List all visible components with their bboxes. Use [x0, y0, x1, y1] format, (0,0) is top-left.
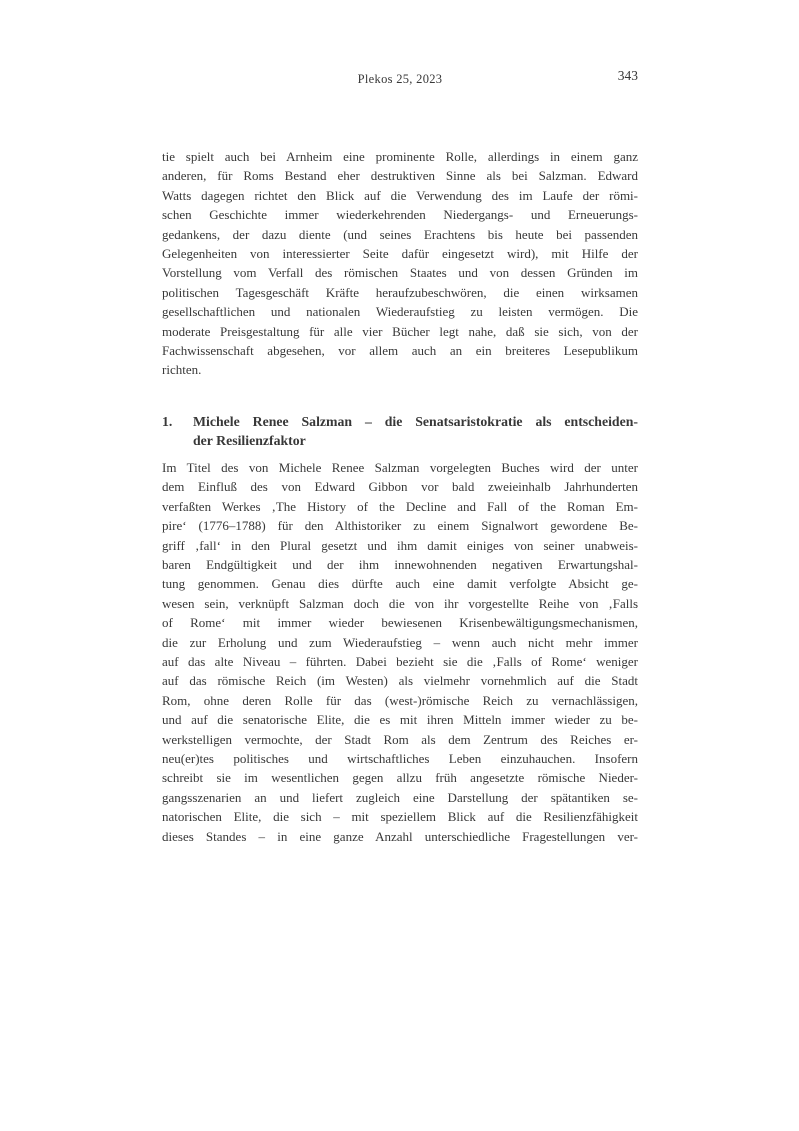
text-line: pire‘ (1776–1788) für den Althistoriker zu einem Signalwort gewordene Be-	[162, 518, 638, 534]
paragraph-intro	[162, 147, 638, 380]
text-line: tie spielt auch bei Arnheim eine prominente Rolle, allerdings in einem ganz	[162, 149, 638, 164]
text-line: of Rome‘ mit immer wieder bewiesenen Krisenbewältigungsmechanismen,	[162, 615, 638, 631]
text-line: auf das römische Reich (im Westen) als vielmehr vornehmlich auf die Stadt	[162, 673, 638, 689]
section-title	[193, 412, 638, 451]
paragraph-salzman	[162, 458, 638, 846]
section-heading	[162, 412, 638, 451]
text-line: auf das alte Niveau – führten. Dabei bezieht sie die ‚Falls of Rome‘ weniger	[162, 653, 638, 669]
page-number: 343	[617, 68, 638, 83]
text-line: dieses Standes – in eine ganze Anzahl unterschiedliche Fragestellungen ver-	[162, 828, 638, 844]
text-line: politischen Tagesgeschäft Kräfte heraufzubeschwören, die einen wirksamen	[162, 284, 638, 300]
text-line: natorischen Elite, die sich – mit speziellem Blick auf die Resilienzfähigkeit	[162, 809, 638, 825]
text-line: wesen sein, verknüpft Salzman doch die von ihr vorgestellte Reihe von ‚Falls	[162, 595, 638, 611]
text-line: gangsszenarien an und liefert zugleich eine Darstellung der spätantiken se-	[162, 789, 638, 805]
text-line: verfaßten Werkes ‚The History of the Decline and Fall of the Roman Em-	[162, 498, 638, 514]
text-line: moderate Preisgestaltung für alle vier Bücher legt nahe, daß sie sich, von der	[162, 323, 638, 339]
text-line: gesellschaftlichen und nationalen Wiederaufstieg zu leisten vermögen. Die	[162, 304, 638, 320]
text-line: die zur Erholung und zum Wiederaufstieg – wenn auch nicht mehr immer	[162, 634, 638, 650]
text-line: baren Endgültigkeit und der ihm innewohnenden negativen Erwartungshal-	[162, 556, 638, 572]
text-line: Im Titel des von Michele Renee Salzman vorgelegten Buches wird der unter	[162, 459, 638, 475]
section-number: 1.	[162, 413, 173, 429]
text-line: neu(er)tes politisches und wirtschaftliches Leben einzuhauchen. Insofern	[162, 750, 638, 766]
text-line: tung genommen. Genau dies dürfte auch eine damit verfolgte Absicht ge-	[162, 576, 638, 592]
journal-title: Plekos 25, 2023	[357, 72, 443, 86]
text-line: richten.	[162, 362, 202, 378]
text-line: dem Einfluß des von Edward Gibbon vor bald zweieinhalb Jahrhunderten	[162, 479, 638, 495]
text-line: anderen, für Roms Bestand eher destruktiven Sinne als bei Salzman. Edward	[162, 168, 638, 184]
text-line: schreibt sie im wesentlichen gegen allzu früh angesetzte römische Nieder-	[162, 770, 638, 786]
text-line: Gelegenheiten von interessierter Seite dafür eingesetzt wird), mit Hilfe der	[162, 246, 638, 262]
text-line: Watts dagegen richtet den Blick auf die Verwendung des im Laufe der römi-	[162, 187, 638, 203]
text-line: der Resilienzfaktor	[193, 433, 306, 449]
text-line: und auf die senatorische Elite, die es mit ihren Mitteln immer wieder zu be-	[162, 712, 638, 728]
text-line: Fachwissenschaft abgesehen, vor allem auch an ein breiteres Lesepublikum	[162, 343, 638, 359]
text-line: schen Geschichte immer wiederkehrenden Niedergangs- und Erneuerungs-	[162, 207, 638, 223]
page-header	[162, 70, 638, 90]
text-line: griff ‚fall‘ in den Plural gesetzt und ihm damit einiges von seiner unabweis-	[162, 537, 638, 553]
text-line: werkstelligen vermochte, der Stadt Rom als dem Zentrum des Reiches er-	[162, 731, 638, 747]
text-line: Vorstellung vom Verfall des römischen Staates und von dessen Gründen im	[162, 265, 638, 281]
text-line: Michele Renee Salzman – die Senatsaristokratie als entscheiden-	[193, 413, 638, 429]
text-line: gedankens, der dazu diente (und seines Erachtens bis heute bei passenden	[162, 226, 638, 242]
page-body	[162, 147, 638, 846]
text-line: Rom, ohne deren Rolle für das (west-)römische Reich zu vernachlässigen,	[162, 692, 638, 708]
